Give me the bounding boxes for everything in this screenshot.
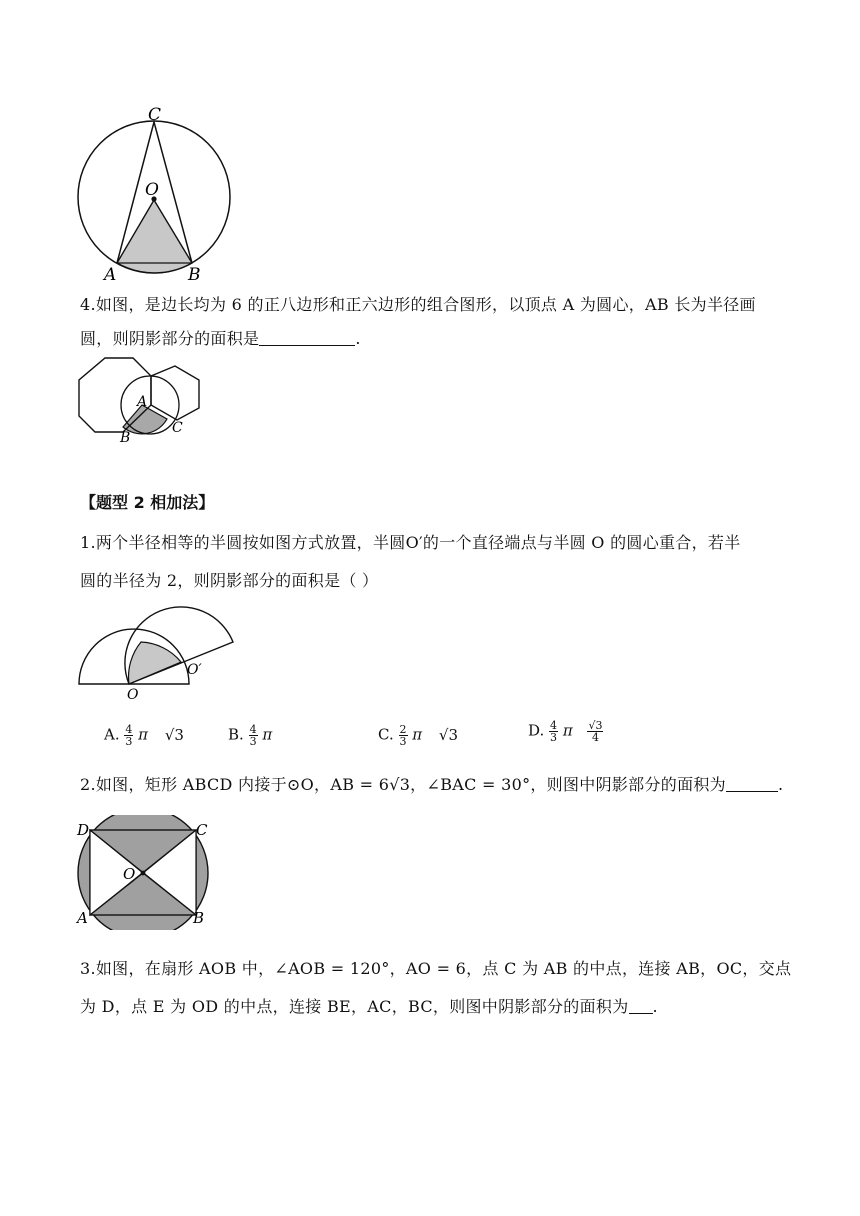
q4-end: . xyxy=(355,329,361,348)
option-b-letter: B. xyxy=(228,725,244,744)
shaded-lens xyxy=(129,642,181,684)
option-d[interactable] xyxy=(528,720,603,743)
pi-symbol: π xyxy=(138,725,149,744)
label-c: C xyxy=(196,821,208,839)
p1-line2: 圆的半径为 2，则阴影部分的面积是（ ） xyxy=(80,571,379,590)
pi-symbol: π xyxy=(262,725,273,744)
label-a: A xyxy=(137,394,148,410)
p3-line1: 3.如图，在扇形 AOB 中，∠AOB = 120°，AO = 6，点 C 为 AB 的中点，连接 AB，OC，交点 xyxy=(80,959,792,978)
label-o-prime: O′ xyxy=(187,662,202,678)
label-c: C xyxy=(172,420,183,436)
option-a[interactable] xyxy=(104,724,184,747)
p1-line1: 1.两个半径相等的半圆按如图方式放置，半圆O′的一个直径端点与半圆 O 的圆心重合，若半 xyxy=(80,533,741,552)
label-o: O xyxy=(145,180,159,200)
option-b[interactable] xyxy=(228,724,272,747)
shaded-sector xyxy=(117,200,192,273)
fraction: $\frac{4}{3}$ xyxy=(550,719,558,744)
pi-symbol: π xyxy=(562,721,573,740)
q4-line1: 4.如图，是边长均为 6 的正八边形和正六边形的组合图形，以顶点 A 为圆心，AB 长为半径画 xyxy=(80,295,756,314)
section-title: 【题型 2 相加法】 xyxy=(80,493,215,512)
two-semicircles-figure xyxy=(75,602,245,700)
answer-blank[interactable] xyxy=(726,775,778,792)
label-c: C xyxy=(148,105,162,125)
octagon-hexagon-figure xyxy=(75,352,215,447)
option-c[interactable] xyxy=(378,724,458,747)
option-a-tail: √3 xyxy=(164,725,184,744)
label-d: D xyxy=(77,821,90,839)
p2-line1 xyxy=(80,774,783,796)
answer-blank[interactable] xyxy=(629,997,653,1014)
rectangle-circle-figure xyxy=(72,815,217,930)
answer-blank[interactable] xyxy=(259,329,355,346)
fraction: $\frac{4}{3}$ xyxy=(125,723,133,748)
regular-hexagon xyxy=(151,366,199,420)
circle-triangle-figure xyxy=(70,100,240,285)
fraction: $\frac{√3}{4}$ xyxy=(588,719,603,744)
label-a: A xyxy=(77,909,88,927)
option-a-letter: A. xyxy=(104,725,120,744)
q4-line2-text: 圆，则阴影部分的面积是 xyxy=(80,329,260,348)
p3-end: . xyxy=(652,997,658,1016)
label-o: O xyxy=(123,865,136,883)
label-a: A xyxy=(104,265,117,285)
label-o: O xyxy=(127,687,139,700)
p2-end: . xyxy=(778,775,784,794)
option-d-letter: D. xyxy=(528,721,545,740)
fraction: $\frac{4}{3}$ xyxy=(249,723,257,748)
q4-line2 xyxy=(80,328,361,350)
option-c-letter: C. xyxy=(378,725,394,744)
p3-line2-text: 为 D，点 E 为 OD 的中点，连接 BE，AC，BC，则图中阴影部分的面积为 xyxy=(80,997,629,1016)
option-c-tail: √3 xyxy=(438,725,459,744)
center-o-dot xyxy=(141,871,146,876)
p3-line2 xyxy=(80,996,658,1018)
label-b: B xyxy=(120,430,131,446)
label-b: B xyxy=(193,909,205,927)
p2-line1-text: 2.如图，矩形 ABCD 内接于⊙O，AB = 6√3，∠BAC = 30°，则图中阴影部分的面积为 xyxy=(80,775,726,794)
label-b: B xyxy=(188,265,201,285)
pi-symbol: π xyxy=(412,725,423,744)
fraction: $\frac{2}{3}$ xyxy=(399,723,407,748)
